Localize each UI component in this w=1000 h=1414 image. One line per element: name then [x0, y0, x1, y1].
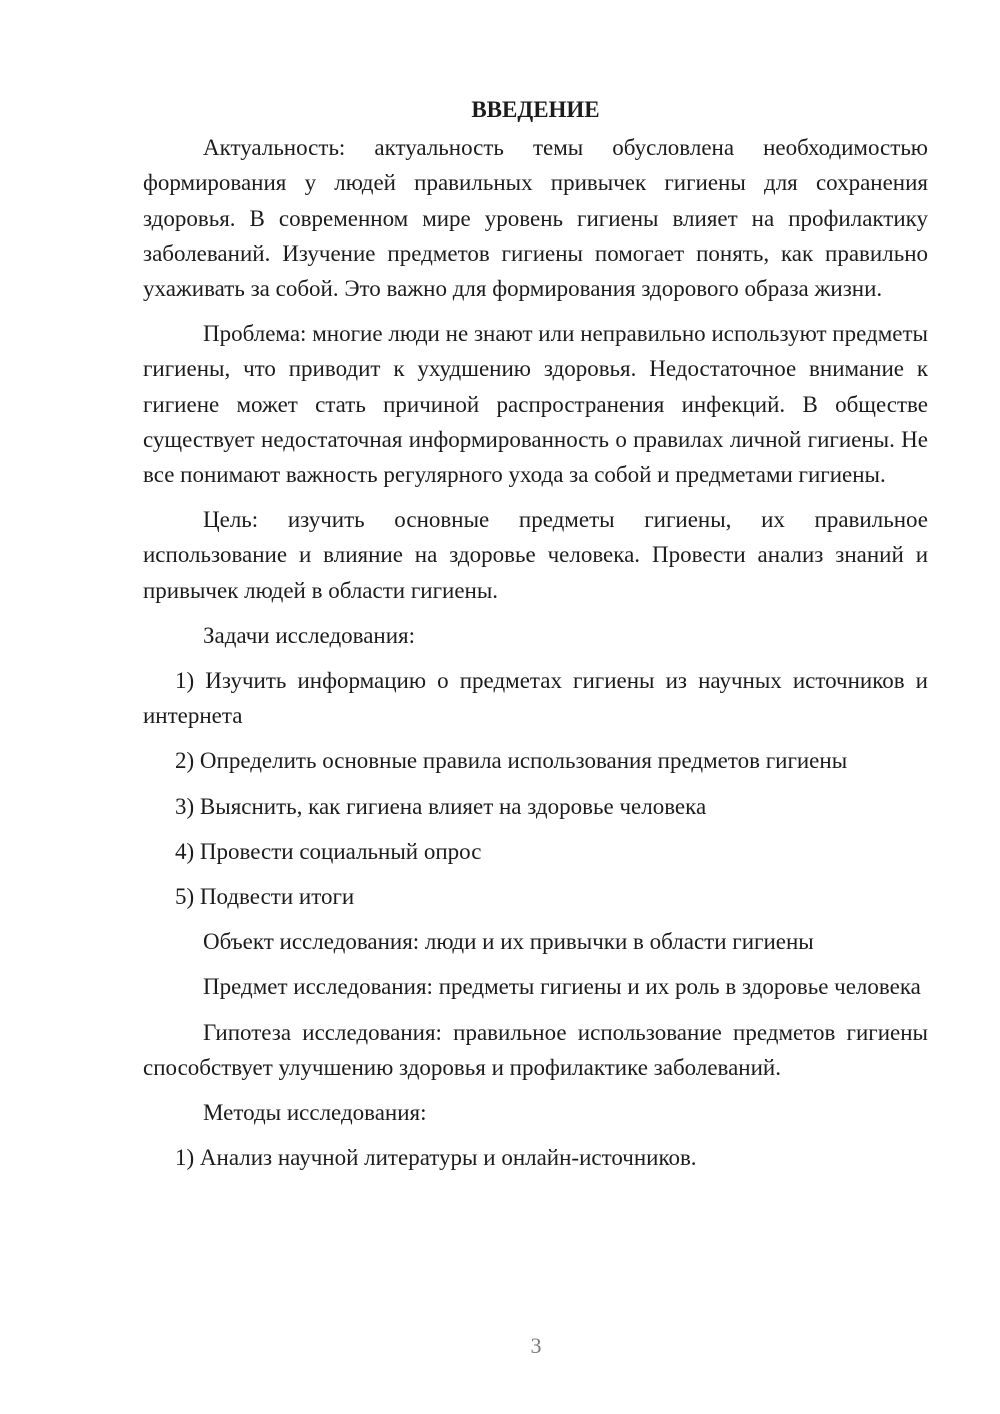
- method-item: 1) Анализ научной литературы и онлайн-источников.: [175, 1145, 697, 1171]
- task-item: 2) Определить основные правила использования предметов гигиены: [175, 748, 848, 774]
- methods-heading: Методы исследования:: [203, 1100, 427, 1126]
- object-paragraph: Объект исследования: люди и их привычки в области гигиены: [203, 929, 814, 955]
- task-item: 5) Подвести итоги: [175, 884, 355, 910]
- problem-paragraph: Проблема: многие люди не знают или неправильно используют предметы гигиены, что приводит к ухудшению здоровья. Недостаточное внимание к гигиене может стать причиной распространения инфекций. В обществе существует недостаточная информированность о правилах личной гигиены. Не все понимают важность регулярного ухода за собой и предметами гигиены.: [143, 321, 928, 488]
- goal-paragraph: Цель: изучить основные предметы гигиены, их правильное использование и влияние на здоровье человека. Провести анализ знаний и привычек людей в области гигиены.: [143, 507, 928, 603]
- task-item: 3) Выяснить, как гигиена влияет на здоровье человека: [175, 793, 707, 819]
- document-page: [143, 92, 928, 1185]
- section-title: ВВЕДЕНИЕ: [471, 97, 600, 122]
- subject-paragraph: Предмет исследования: предметы гигиены и их роль в здоровье человека: [203, 974, 921, 1000]
- hypothesis-paragraph: Гипотеза исследования: правильное использование предметов гигиены способствует улучшению здоровья и профилактике заболеваний.: [143, 1019, 928, 1080]
- task-item: 1) Изучить информацию о предметах гигиены из научных источников и интернета: [143, 668, 928, 729]
- relevance-paragraph: Актуальность: актуальность темы обусловлена необходимостью формирования у людей правильных привычек гигиены для сохранения здоровья. В современном мире уровень гигиены влияет на профилактику заболеваний. Изучение предметов гигиены помогает понять, как правильно ухаживать за собой. Это важно для формирования здорового образа жизни.: [143, 135, 928, 302]
- tasks-heading: Задачи исследования:: [203, 622, 416, 648]
- task-item: 4) Провести социальный опрос: [175, 838, 482, 864]
- page-number: 3: [530, 1333, 542, 1358]
